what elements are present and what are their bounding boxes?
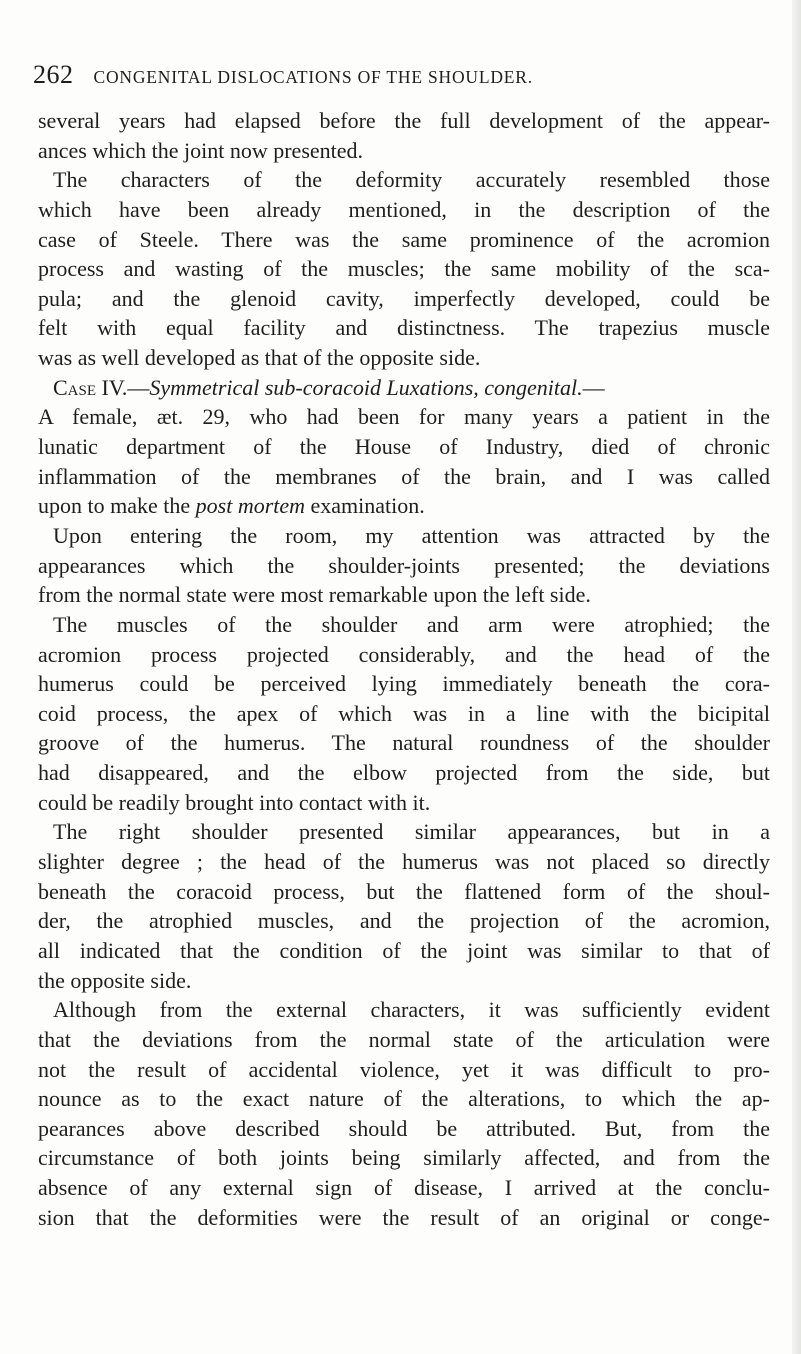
text-line: humerus could be perceived lying immediately beneath the cora-	[38, 671, 770, 697]
text-line: several years had elapsed before the full development of the appear-	[38, 108, 770, 133]
text-line: beneath the coracoid process, but the flattened form of the shoul-	[38, 878, 770, 904]
text-line: appearances which the shoulder-joints presented; the deviations	[38, 552, 770, 578]
paragraph-start-line: Although from the external characters, it was sufficiently evident	[53, 997, 770, 1023]
paragraph-start-line: The right shoulder presented similar appearances, but in a	[53, 819, 770, 845]
case-title: Symmetrical sub-coracoid Luxations, congenital.	[149, 374, 583, 400]
text-line: was as well developed as that of the opposite side.	[38, 345, 481, 371]
text-line: not the result of accidental violence, yet it was difficult to pro-	[38, 1056, 770, 1082]
page-number: 262	[33, 60, 74, 89]
text-line: could be readily brought into contact with it.	[38, 789, 431, 815]
text-line: groove of the humerus. The natural roundness of the shoulder	[38, 730, 770, 756]
text-line: acromion process projected considerably, and the head of the	[38, 641, 770, 667]
running-title: CONGENITAL DISLOCATIONS OF THE SHOULDER.	[93, 67, 533, 87]
text-line: the opposite side.	[38, 967, 192, 993]
text-line: all indicated that the condition of the joint was similar to that of	[38, 937, 770, 963]
body-text	[38, 106, 770, 1232]
text-line: process and wasting of the muscles; the same mobility of the sca-	[38, 256, 770, 282]
text-line: from the normal state were most remarkable upon the left side.	[38, 582, 591, 608]
paragraph-start-line: The muscles of the shoulder and arm were atrophied; the	[53, 611, 770, 637]
case-label: Case	[53, 374, 97, 400]
text-line: slighter degree ; the head of the humerus was not placed so directly	[38, 849, 770, 875]
text-line: felt with equal facility and distinctness. The trapezius muscle	[38, 315, 770, 341]
paragraph-start-line: The characters of the deformity accurately resembled those	[53, 167, 770, 193]
text-line	[38, 491, 770, 521]
text-run: examination.	[305, 493, 425, 519]
text-line: der, the atrophied muscles, and the projection of the acromion,	[38, 908, 770, 934]
italic-phrase: post mortem	[195, 493, 306, 519]
text-line: case of Steele. There was the same prominence of the acromion	[38, 226, 770, 252]
case-heading-line	[38, 373, 770, 403]
text-run: upon to make the	[38, 493, 196, 519]
text-line: lunatic department of the House of Industry, died of chronic	[38, 434, 770, 460]
text-line: absence of any external sign of disease, I arrived at the conclu-	[38, 1175, 770, 1201]
text-line: pearances above described should be attributed. But, from the	[38, 1115, 770, 1141]
text-line: had disappeared, and the elbow projected from the side, but	[38, 760, 770, 786]
case-number: IV.—	[96, 374, 150, 400]
text-line: that the deviations from the normal state of the articulation were	[38, 1026, 770, 1052]
running-head	[33, 60, 773, 90]
text-line: which have been already mentioned, in the description of the	[38, 196, 770, 222]
text-line: nounce as to the exact nature of the alterations, to which the ap-	[38, 1086, 770, 1112]
text-line: coid process, the apex of which was in a line with the bicipital	[38, 700, 770, 726]
text-line: A female, æt. 29, who had been for many years a patient in the	[38, 404, 770, 430]
case-title-dash: —	[582, 374, 605, 400]
text-line: inflammation of the membranes of the brain, and I was called	[38, 463, 770, 489]
page-edge-shadow	[792, 0, 801, 1354]
text-line: ances which the joint now presented.	[38, 137, 364, 163]
text-line: circumstance of both joints being similarly affected, and from the	[38, 1145, 770, 1171]
text-line: sion that the deformities were the result of an original or conge-	[38, 1204, 770, 1230]
text-line: pula; and the glenoid cavity, imperfectly developed, could be	[38, 285, 770, 311]
paragraph-start-line: Upon entering the room, my attention was attracted by the	[53, 522, 770, 548]
